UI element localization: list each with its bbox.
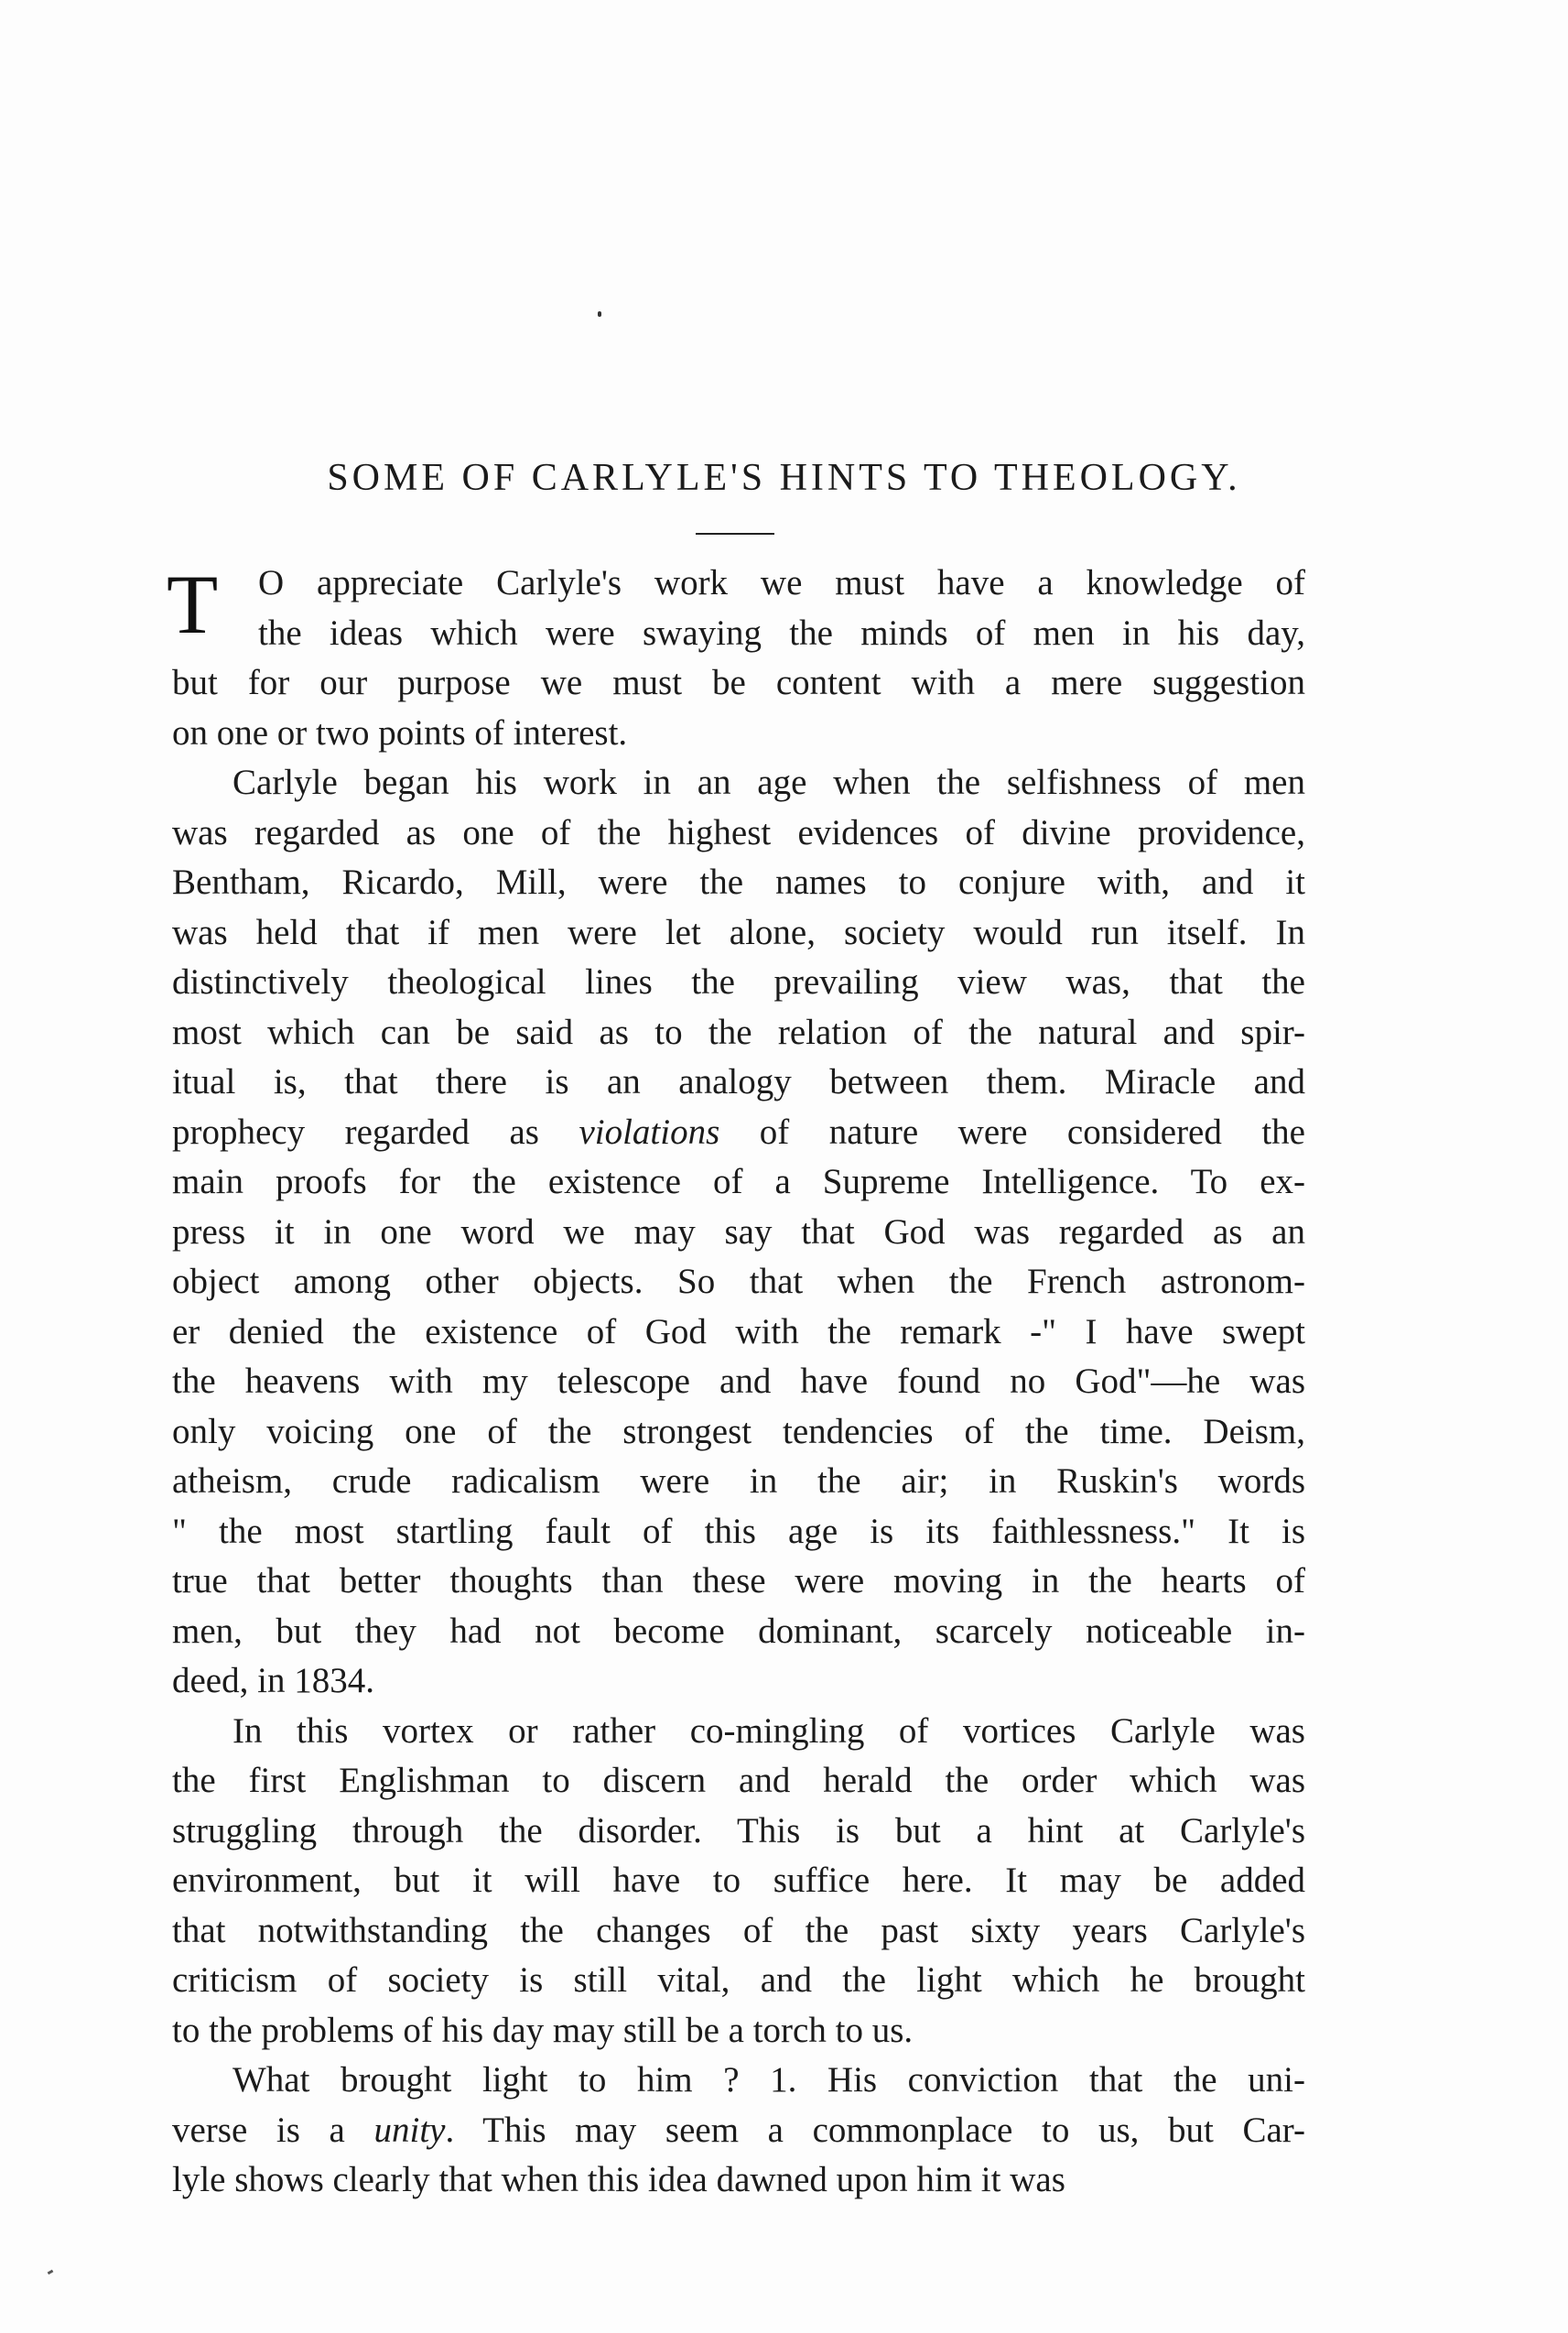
- text-line: press it in one word we may say that God was regarded as an: [172, 1211, 1305, 1252]
- text-line: but for our purpose we must be content with a mere suggestion: [172, 663, 1305, 702]
- text-line: the ideas which were swaying the minds of men in his day,: [258, 613, 1305, 653]
- text-line: What brought light to him ? 1. His conviction that the uni-: [232, 2060, 1305, 2100]
- text-line: main proofs for the existence of a Supreme Intelligence. To ex-: [172, 1162, 1305, 1201]
- paragraph: [167, 558, 1305, 758]
- text-line: was held that if men were let alone, society would run itself. In: [172, 912, 1305, 952]
- title-rule: [696, 533, 774, 535]
- text-line: itual is, that there is an analogy between them. Miracle and: [172, 1062, 1305, 1101]
- text-line: to the problems of his day may still be a torch to us.: [172, 2010, 914, 2050]
- text-line: environment, but it will have to suffice here. It may be added: [172, 1861, 1305, 1900]
- paragraph: [172, 1707, 1305, 2056]
- text-line: Carlyle began his work in an age when the selfishness of men: [232, 763, 1305, 802]
- paragraph: [172, 758, 1305, 1707]
- drop-cap: T: [167, 558, 219, 651]
- text-line: was regarded as one of the highest evidences of divine providence,: [172, 812, 1305, 852]
- text-line: object among other objects. So that when the French astronom-: [172, 1262, 1305, 1301]
- text-line: " the most startling fault of this age is its faithlessness." It is: [172, 1511, 1305, 1551]
- text-line: Bentham, Ricardo, Mill, were the names to conjure with, and it: [172, 863, 1305, 902]
- text-line: atheism, crude radicalism were in the air; in Ruskin's words: [172, 1461, 1305, 1501]
- chapter-title: SOME OF CARLYLE'S HINTS TO THEOLOGY.: [327, 457, 1241, 499]
- text-line: on one or two points of interest.: [172, 712, 628, 753]
- text-line: distinctively theological lines the prevailing view was, that the: [172, 962, 1305, 1002]
- text-line: true that better thoughts than these were moving in the hearts of: [172, 1561, 1305, 1601]
- text-line: only voicing one of the strongest tendencies of the time. Deism,: [172, 1411, 1305, 1451]
- body-text: [167, 558, 1305, 2206]
- paragraph: [172, 2056, 1305, 2206]
- ink-speck: [598, 311, 601, 317]
- ink-speck: [48, 2270, 54, 2275]
- text-line: the first Englishman to discern and herald the order which was: [172, 1761, 1305, 1800]
- text-line: deed, in 1834.: [172, 1661, 374, 1700]
- text-line: verse is a unity. This may seem a commonplace to us, but Car-: [172, 2110, 1305, 2150]
- text-line: O appreciate Carlyle's work we must have a knowledge of: [258, 563, 1305, 602]
- text-line: In this vortex or rather co-mingling of vortices Carlyle was: [232, 1710, 1305, 1751]
- text-line: prophecy regarded as violations of nature were considered the: [172, 1112, 1305, 1152]
- text-line: most which can be said as to the relation of the natural and spir-: [172, 1012, 1305, 1052]
- text-line: criticism of society is still vital, and the light which he brought: [172, 1960, 1305, 2000]
- text-line: er denied the existence of God with the remark -" I have swept: [172, 1311, 1305, 1351]
- text-line: men, but they had not become dominant, scarcely noticeable in-: [172, 1611, 1305, 1651]
- text-line: that notwithstanding the changes of the past sixty years Carlyle's: [172, 1910, 1305, 1950]
- text-line: lyle shows clearly that when this idea dawned upon him it was: [172, 2160, 1065, 2199]
- text-line: the heavens with my telescope and have found no God"—he was: [172, 1362, 1305, 1401]
- text-line: struggling through the disorder. This is but a hint at Carlyle's: [172, 1810, 1305, 1850]
